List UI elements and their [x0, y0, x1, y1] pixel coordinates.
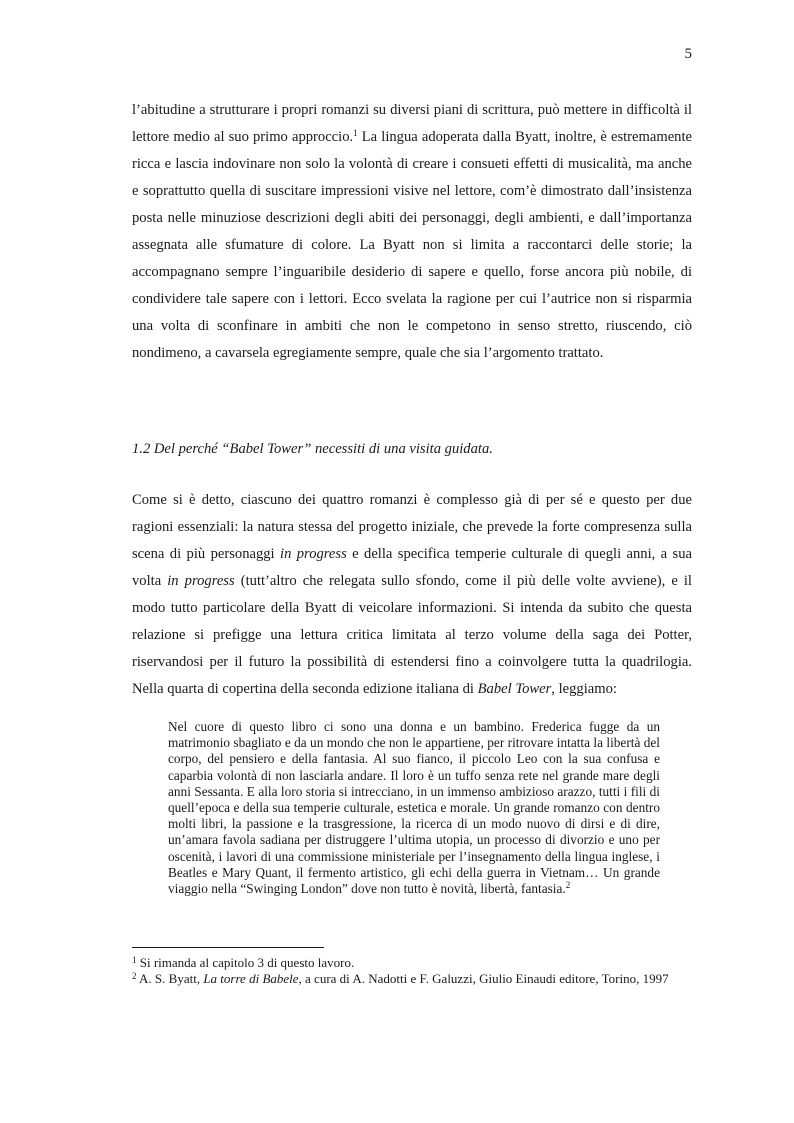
footnote-reference-2[interactable]: 2	[565, 880, 571, 891]
footnote-1	[132, 955, 696, 971]
paragraph-text: Come si è detto, ciascuno dei quattro romanzi è complesso già di per sé e questo per due ragioni essenziali: la natura stessa del progetto iniziale, che prevede la forte compresenza sulla scena di più personaggi	[132, 492, 692, 562]
paragraph-text: l’abitudine a strutturare i propri romanzi su diversi piani di scrittura, può mettere in difficoltà il lettore medio al suo primo approccio.	[132, 102, 692, 145]
footnote-mark: 2	[132, 971, 137, 981]
page-number: 5	[684, 46, 692, 62]
body-paragraph-1	[132, 97, 692, 367]
footnote-text: Si rimanda al capitolo 3 di questo lavoro.	[136, 955, 355, 970]
footnote-reference-1[interactable]: 1	[353, 128, 358, 138]
paragraph-text: , leggiamo:	[551, 681, 617, 697]
footnote-separator	[132, 947, 324, 948]
italic-term: in progress	[280, 546, 347, 562]
body-paragraph-2	[132, 487, 692, 703]
footnote-text: A. S. Byatt,	[136, 971, 204, 986]
footnotes	[132, 955, 696, 987]
paragraph-text: e della specifica temperie culturale di quegli anni, a sua volta	[132, 546, 692, 589]
footnote-2	[132, 971, 696, 987]
quote-text: Nel cuore di questo libro ci sono una donna e un bambino. Frederica fugge da un matrimonio sbagliato e da un mondo che non le appartiene, per ritrovare intatta la libertà del corpo, del pensiero e della fantasia. Al suo fianco, il piccolo Leo con la sua confusa e caparbia volontà di non lasciarla andare. Il loro è un tuffo senza rete nel grande mare degli anni Sessanta. E alla loro storia si intrecciano, in un immenso ambizioso arazzo, tutti i fili di quell’epoca e della sua temperie culturale, estetica e morale. Un grande romanzo con dentro molti libri, la passione e la trasgressione, la ricerca di un modo nuovo di dirsi e di dire, un’amara favola sadiana per distruggere l’ultima utopia, un processo di divorzio e uno per oscenità, i lavori di una commissione ministeriale per l’insegnamento della lingua inglese, i Beatles e Mary Quant, il fermento artistico, gli echi della guerra in Vietnam… Un grande viaggio nella “Swinging London” dove non tutto è novità, libertà, fantasia.	[168, 719, 660, 897]
book-title: La torre di Babele	[203, 971, 299, 986]
italic-term: in progress	[167, 573, 235, 589]
block-quote	[168, 719, 660, 897]
book-title: Babel Tower	[477, 681, 552, 697]
footnote-mark: 1	[132, 955, 137, 965]
paragraph-text: (tutt’altro che relegata sullo sfondo, come il più delle volte avviene), e il modo tutto particolare della Byatt di veicolare informazioni. Si intenda da subito che questa relazione si prefigge una lettura critica limitata al terzo volume della saga dei Potter, riservandosi per il futuro la possibilità di estendersi fino a coinvolgere tutta la quadrilogia. Nella quarta di copertina della seconda edizione italiana di	[132, 573, 692, 697]
section-heading: 1.2 Del perché “Babel Tower” necessiti di una visita guidata.	[132, 441, 493, 457]
paragraph-text: La lingua adoperata dalla Byatt, inoltre, è estremamente ricca e lascia indovinare non solo la volontà di creare i consueti effetti di musicalità, ma anche e soprattutto quella di suscitare impressioni visive nel lettore, com’è dimostrato dall’insistenza posta nelle minuziose descrizioni degli abiti dei personaggi, degli ambienti, e dall’importanza assegnata alle sfumature di colore. La Byatt non si limita a raccontarci delle storie; la accompagnano sempre l’inguaribile desiderio di sapere e quello, forse ancora più nobile, di condividere tale sapere con i lettori. Ecco svelata la ragione per cui l’autrice non si risparmia una volta di sconfinare in ambiti che non le competono in senso stretto, riuscendo, ciò nondimeno, a cavarsela egregiamente sempre, quale che sia l’argomento trattato.	[132, 129, 693, 361]
footnote-text: , a cura di A. Nadotti e F. Galuzzi, Giulio Einaudi editore, Torino, 1997	[298, 971, 669, 986]
